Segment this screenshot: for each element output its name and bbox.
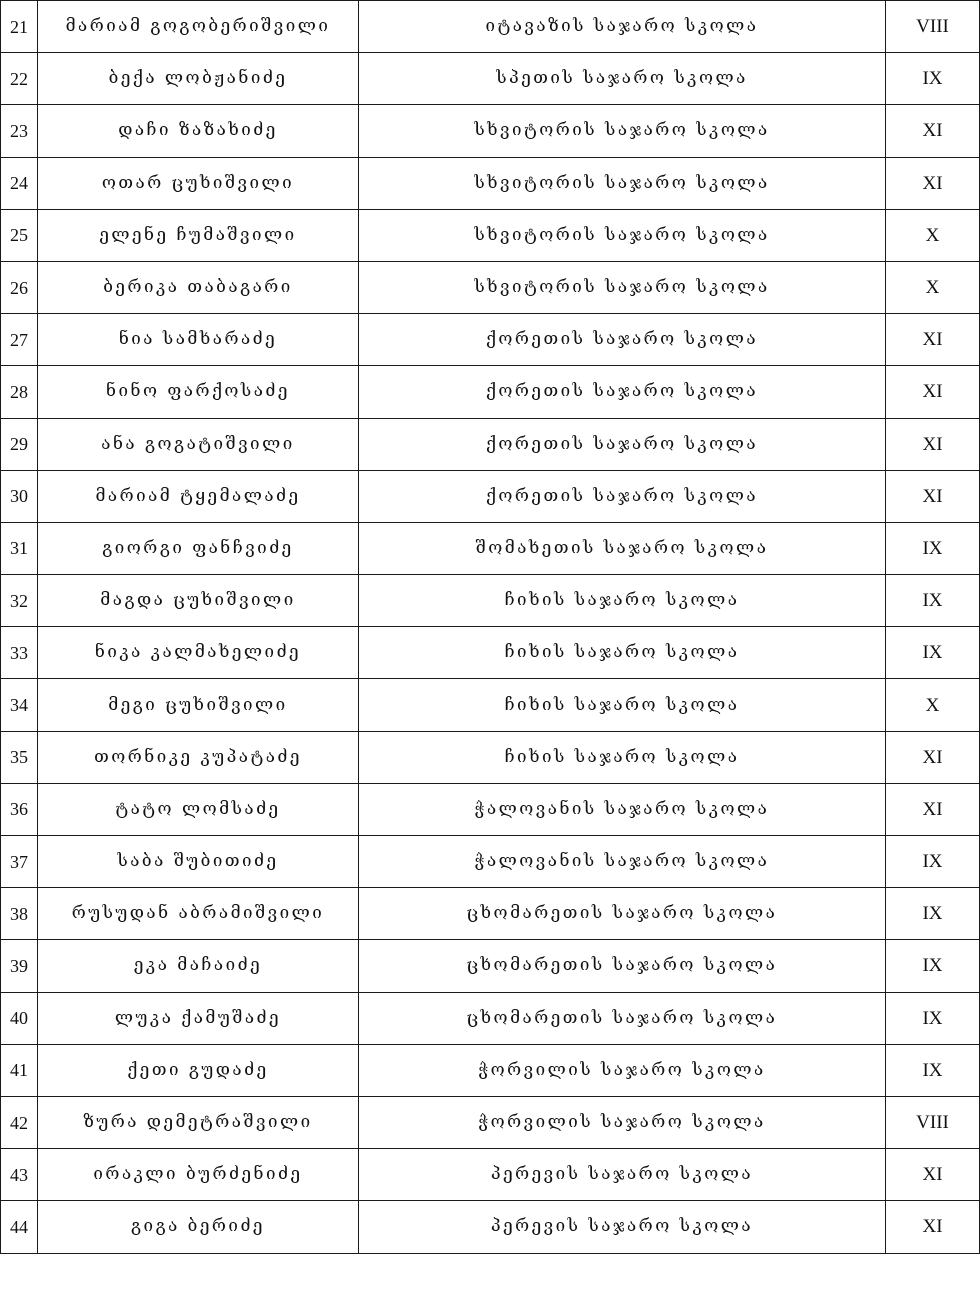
grade-cell: IX [886, 992, 980, 1044]
row-number-cell: 40 [1, 992, 38, 1044]
table-row [1, 522, 980, 574]
school-name-cell: სხვიტორის საჯარო სკოლა [359, 157, 886, 209]
school-name-cell: ჭორვილის საჯარო სკოლა [359, 1096, 886, 1148]
row-number-cell: 42 [1, 1096, 38, 1148]
school-name-cell: სხვიტორის საჯარო სკოლა [359, 209, 886, 261]
row-number-cell: 36 [1, 783, 38, 835]
student-name-cell: მარიამ ტყემალაძე [38, 470, 359, 522]
table-row [1, 1, 980, 53]
student-name-cell: ზურა დემეტრაშვილი [38, 1096, 359, 1148]
student-name-cell: საბა შუბითიძე [38, 836, 359, 888]
grade-cell: X [886, 209, 980, 261]
school-name-cell: სხვიტორის საჯარო სკოლა [359, 105, 886, 157]
grade-cell: XI [886, 783, 980, 835]
table-row [1, 105, 980, 157]
grade-cell: XI [886, 470, 980, 522]
student-name-cell: ლუკა ქამუშაძე [38, 992, 359, 1044]
table-row [1, 1149, 980, 1201]
row-number-cell: 22 [1, 53, 38, 105]
grade-cell: XI [886, 105, 980, 157]
school-name-cell: პერევის საჯარო სკოლა [359, 1201, 886, 1253]
school-name-cell: ცხომარეთის საჯარო სკოლა [359, 940, 886, 992]
row-number-cell: 34 [1, 679, 38, 731]
student-name-cell: ირაკლი ბურძენიძე [38, 1149, 359, 1201]
table-row [1, 418, 980, 470]
table-row [1, 575, 980, 627]
table-row [1, 679, 980, 731]
student-name-cell: ბერიკა თაბაგარი [38, 261, 359, 313]
grade-cell: XI [886, 314, 980, 366]
row-number-cell: 31 [1, 522, 38, 574]
student-table-body [1, 1, 980, 1254]
table-row [1, 627, 980, 679]
student-name-cell: ბექა ლობჟანიძე [38, 53, 359, 105]
row-number-cell: 44 [1, 1201, 38, 1253]
grade-cell: IX [886, 1044, 980, 1096]
grade-cell: IX [886, 836, 980, 888]
row-number-cell: 33 [1, 627, 38, 679]
table-row [1, 940, 980, 992]
school-name-cell: ჩიხის საჯარო სკოლა [359, 731, 886, 783]
school-name-cell: ცხომარეთის საჯარო სკოლა [359, 888, 886, 940]
grade-cell: X [886, 679, 980, 731]
table-row [1, 888, 980, 940]
student-name-cell: დაჩი ზაზახიძე [38, 105, 359, 157]
student-name-cell: ტატო ლომსაძე [38, 783, 359, 835]
grade-cell: XI [886, 366, 980, 418]
row-number-cell: 32 [1, 575, 38, 627]
grade-cell: IX [886, 888, 980, 940]
row-number-cell: 39 [1, 940, 38, 992]
row-number-cell: 30 [1, 470, 38, 522]
row-number-cell: 41 [1, 1044, 38, 1096]
table-row [1, 53, 980, 105]
student-name-cell: ნინო ფარქოსაძე [38, 366, 359, 418]
row-number-cell: 43 [1, 1149, 38, 1201]
school-name-cell: ქორეთის საჯარო სკოლა [359, 314, 886, 366]
row-number-cell: 28 [1, 366, 38, 418]
row-number-cell: 37 [1, 836, 38, 888]
grade-cell: IX [886, 575, 980, 627]
student-name-cell: ქეთი გუდაძე [38, 1044, 359, 1096]
grade-cell: VIII [886, 1096, 980, 1148]
school-name-cell: ჩიხის საჯარო სკოლა [359, 627, 886, 679]
student-name-cell: მარიამ გოგობერიშვილი [38, 1, 359, 53]
row-number-cell: 24 [1, 157, 38, 209]
student-name-cell: მეგი ცუხიშვილი [38, 679, 359, 731]
school-name-cell: ჭალოვანის საჯარო სკოლა [359, 783, 886, 835]
grade-cell: IX [886, 53, 980, 105]
table-row [1, 209, 980, 261]
student-name-cell: მაგდა ცუხიშვილი [38, 575, 359, 627]
grade-cell: XI [886, 731, 980, 783]
student-name-cell: ეკა მაჩაიძე [38, 940, 359, 992]
student-name-cell: გიორგი ფანჩვიძე [38, 522, 359, 574]
grade-cell: XI [886, 157, 980, 209]
grade-cell: XI [886, 1201, 980, 1253]
row-number-cell: 38 [1, 888, 38, 940]
school-name-cell: ჩიხის საჯარო სკოლა [359, 679, 886, 731]
table-row [1, 731, 980, 783]
student-name-cell: ოთარ ცუხიშვილი [38, 157, 359, 209]
row-number-cell: 21 [1, 1, 38, 53]
school-name-cell: სხვიტორის საჯარო სკოლა [359, 261, 886, 313]
row-number-cell: 26 [1, 261, 38, 313]
grade-cell: X [886, 261, 980, 313]
school-name-cell: სპეთის საჯარო სკოლა [359, 53, 886, 105]
table-row [1, 992, 980, 1044]
student-name-cell: რუსუდან აბრამიშვილი [38, 888, 359, 940]
table-row [1, 1201, 980, 1253]
table-row [1, 1096, 980, 1148]
row-number-cell: 23 [1, 105, 38, 157]
school-name-cell: ჭალოვანის საჯარო სკოლა [359, 836, 886, 888]
grade-cell: IX [886, 522, 980, 574]
school-name-cell: ჩიხის საჯარო სკოლა [359, 575, 886, 627]
table-row [1, 470, 980, 522]
table-row [1, 1044, 980, 1096]
row-number-cell: 25 [1, 209, 38, 261]
table-row [1, 836, 980, 888]
grade-cell: VIII [886, 1, 980, 53]
grade-cell: IX [886, 940, 980, 992]
table-row [1, 157, 980, 209]
school-name-cell: ქორეთის საჯარო სკოლა [359, 470, 886, 522]
row-number-cell: 35 [1, 731, 38, 783]
student-name-cell: გიგა ბერიძე [38, 1201, 359, 1253]
school-name-cell: ქორეთის საჯარო სკოლა [359, 366, 886, 418]
school-name-cell: ცხომარეთის საჯარო სკოლა [359, 992, 886, 1044]
student-name-cell: თორნიკე კუპატაძე [38, 731, 359, 783]
student-name-cell: ნია სამხარაძე [38, 314, 359, 366]
table-row [1, 783, 980, 835]
row-number-cell: 29 [1, 418, 38, 470]
school-name-cell: შომახეთის საჯარო სკოლა [359, 522, 886, 574]
table-row [1, 314, 980, 366]
student-name-cell: ანა გოგატიშვილი [38, 418, 359, 470]
student-name-cell: ნიკა კალმახელიძე [38, 627, 359, 679]
school-name-cell: ქორეთის საჯარო სკოლა [359, 418, 886, 470]
grade-cell: XI [886, 418, 980, 470]
grade-cell: IX [886, 627, 980, 679]
school-name-cell: იტავაზის საჯარო სკოლა [359, 1, 886, 53]
student-name-cell: ელენე ჩუმაშვილი [38, 209, 359, 261]
school-name-cell: პერევის საჯარო სკოლა [359, 1149, 886, 1201]
row-number-cell: 27 [1, 314, 38, 366]
table-row [1, 366, 980, 418]
school-name-cell: ჭორვილის საჯარო სკოლა [359, 1044, 886, 1096]
table-row [1, 261, 980, 313]
grade-cell: XI [886, 1149, 980, 1201]
